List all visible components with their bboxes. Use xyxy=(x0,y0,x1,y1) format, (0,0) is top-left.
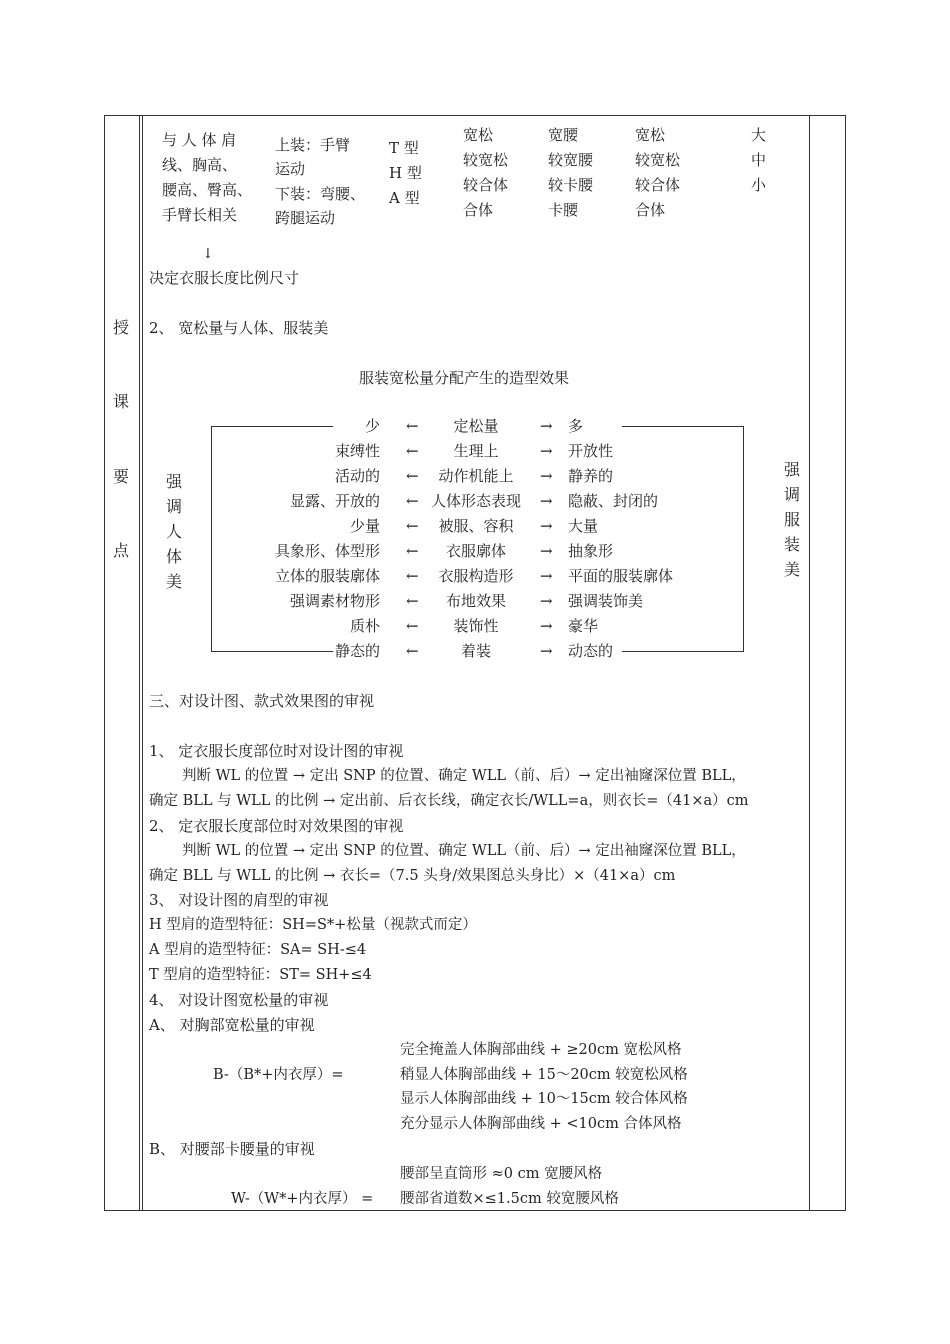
section3-title: 三、对设计图、款式效果图的审视 xyxy=(149,692,375,710)
table-left-border xyxy=(104,115,105,1211)
top-col7-line: 小 xyxy=(751,176,767,194)
top-col7-line: 中 xyxy=(751,151,767,169)
diagram-left-term: 具象形、体型形 xyxy=(274,542,380,560)
p3-t-shape: T 型肩的造型特征：ST= SH+≤4 xyxy=(149,967,372,983)
top-col6-line: 宽松 xyxy=(635,126,666,144)
top-col7-line: 大 xyxy=(751,126,767,144)
top-col4-line: 较宽松 xyxy=(463,151,509,169)
diagram-right-line xyxy=(743,426,744,652)
top-col4-line: 较合体 xyxy=(463,176,509,194)
left-label-char-3: 要 xyxy=(113,467,130,486)
diagram-right-term: 抽象形 xyxy=(568,542,614,560)
left-arrow-icon: ← xyxy=(406,567,419,585)
diagram-center-term: 着装 xyxy=(460,642,491,660)
left-side-char: 体 xyxy=(166,547,183,566)
top-col6-line: 较宽松 xyxy=(635,151,681,169)
top-col2-line: 上装：手臂 xyxy=(275,136,351,154)
pB-item: 腰部省道数×≤1.5cm 较宽腰风格 xyxy=(400,1191,619,1207)
down-arrow-icon: ↓ xyxy=(202,246,214,262)
table-divider-left xyxy=(139,115,140,1211)
right-arrow-icon: → xyxy=(540,542,553,560)
diagram-right-term: 隐蔽、封闭的 xyxy=(568,492,659,510)
table-divider-left-inner xyxy=(142,115,143,1211)
diagram-center-term: 衣服构造形 xyxy=(438,567,514,585)
diagram-center-term: 生理上 xyxy=(453,442,499,460)
diagram-center-term: 装饰性 xyxy=(453,617,499,635)
left-label-char-1: 授 xyxy=(113,318,130,337)
top-col5-line: 卡腰 xyxy=(548,201,579,219)
p1-line2: 确定 BLL 与 WLL 的比例 → 定出前、后衣长线，确定衣长/WLL=a，则衣长=（41×a）cm xyxy=(149,793,749,809)
right-arrow-icon: → xyxy=(540,442,553,460)
top-col6-line: 较合体 xyxy=(635,176,681,194)
diagram-top-right-line xyxy=(622,426,744,427)
right-arrow-icon: → xyxy=(540,467,553,485)
top-col3-line: A 型 xyxy=(389,189,420,207)
left-arrow-icon: ← xyxy=(406,617,419,635)
diagram-center-term: 定松量 xyxy=(453,417,499,435)
diagram-left-term: 少量 xyxy=(349,517,380,535)
top-col2-line: 运动 xyxy=(275,160,306,178)
right-arrow-icon: → xyxy=(540,417,553,435)
right-arrow-icon: → xyxy=(540,642,553,660)
diagram-right-term: 豪华 xyxy=(568,617,599,635)
left-arrow-icon: ← xyxy=(406,467,419,485)
left-side-char: 美 xyxy=(166,572,183,591)
p1-title: 1、 定衣服长度部位时对设计图的审视 xyxy=(149,742,404,760)
diagram-center-term: 布地效果 xyxy=(445,592,506,610)
top-col3-line: H 型 xyxy=(389,164,422,182)
diagram-left-term: 少 xyxy=(364,417,380,435)
diagram-left-term: 立体的服装廓体 xyxy=(274,567,380,585)
left-arrow-icon: ← xyxy=(406,642,419,660)
diagram-right-term: 动态的 xyxy=(568,642,614,660)
diagram-left-term: 静态的 xyxy=(334,642,380,660)
diagram-left-term: 束缚性 xyxy=(334,442,380,460)
diagram-right-term: 强调装饰美 xyxy=(568,592,644,610)
left-side-char: 人 xyxy=(166,522,183,541)
left-arrow-icon: ← xyxy=(406,517,419,535)
diagram-left-line xyxy=(211,426,212,652)
top-col1-line: 线、胸高、 xyxy=(162,156,238,174)
left-arrow-icon: ← xyxy=(406,442,419,460)
left-label-char-4: 点 xyxy=(113,541,130,560)
right-side-char: 服 xyxy=(784,510,801,529)
section2-title: 2、 宽松量与人体、服装美 xyxy=(149,319,329,337)
diagram-title: 服装宽松量分配产生的造型效果 xyxy=(359,369,570,387)
diagram-center-term: 动作机能上 xyxy=(438,467,514,485)
pA-formula: B-（B*+内衣厚）= xyxy=(213,1067,344,1083)
diagram-right-term: 静养的 xyxy=(568,467,614,485)
left-label-char-2: 课 xyxy=(113,392,130,411)
top-col5-line: 较卡腰 xyxy=(548,176,594,194)
pA-item: 稍显人体胸部曲线 + 15～20cm 较宽松风格 xyxy=(400,1067,688,1083)
p3-h-shape: H 型肩的造型特征：SH=S*+松量（视款式而定） xyxy=(149,917,477,933)
top-col4-line: 合体 xyxy=(463,201,494,219)
p2-title: 2、 定衣服长度部位时对效果图的审视 xyxy=(149,817,404,835)
diagram-center-term: 被服、容积 xyxy=(438,517,514,535)
p4-title: 4、 对设计图宽松量的审视 xyxy=(149,991,329,1009)
left-side-char: 调 xyxy=(166,497,183,516)
right-arrow-icon: → xyxy=(540,567,553,585)
diagram-left-term: 质朴 xyxy=(349,617,380,635)
diagram-center-term: 衣服廓体 xyxy=(445,542,506,560)
pB-item: 腰部呈直筒形 ≈0 cm 宽腰风格 xyxy=(400,1166,603,1182)
pA-item: 显示人体胸部曲线 + 10～15cm 较合体风格 xyxy=(400,1091,688,1107)
table-top-border xyxy=(104,115,846,116)
top-col3-line: T 型 xyxy=(389,139,419,157)
right-arrow-icon: → xyxy=(540,592,553,610)
left-arrow-icon: ← xyxy=(406,492,419,510)
diagram-right-term: 平面的服装廓体 xyxy=(568,567,674,585)
top-col5-line: 宽腰 xyxy=(548,126,579,144)
pA-item: 充分显示人体胸部曲线 + <10cm 合体风格 xyxy=(400,1116,682,1132)
table-bottom-border xyxy=(104,1210,846,1211)
diagram-left-term: 活动的 xyxy=(334,467,380,485)
top-col2-line: 下装：弯腰、 xyxy=(275,185,366,203)
pA-item: 完全掩盖人体胸部曲线 + ≥20cm 宽松风格 xyxy=(400,1042,682,1058)
p3-a-shape: A 型肩的造型特征：SA= SH-≤4 xyxy=(149,942,367,958)
pB-title: B、 对腰部卡腰量的审视 xyxy=(149,1140,315,1158)
diagram-right-term: 大量 xyxy=(568,517,599,535)
pB-formula: W-（W*+内衣厚） = xyxy=(231,1191,374,1207)
top-col1-line: 与 人 体 肩 xyxy=(162,131,237,149)
p2-line2: 确定 BLL 与 WLL 的比例 → 衣长=（7.5 头身/效果图总头身比）×（41×a）cm xyxy=(149,868,676,884)
diagram-bottom-left-line xyxy=(211,651,333,652)
diagram-left-term: 强调素材物形 xyxy=(289,592,380,610)
table-divider-right xyxy=(809,115,810,1211)
diagram-center-term: 人体形态表现 xyxy=(430,492,521,510)
top-col2-line: 跨腿运动 xyxy=(275,209,336,227)
diagram-right-term: 开放性 xyxy=(568,442,614,460)
right-arrow-icon: → xyxy=(540,517,553,535)
pA-title: A、 对胸部宽松量的审视 xyxy=(149,1016,315,1034)
conclusion-text: 决定衣服长度比例尺寸 xyxy=(149,269,300,287)
left-arrow-icon: ← xyxy=(406,592,419,610)
diagram-bottom-right-line xyxy=(622,651,744,652)
p1-line1: 判断 WL 的位置 → 定出 SNP 的位置、确定 WLL（前、后）→ 定出袖窿深位置 BLL， xyxy=(182,768,746,784)
p2-line1: 判断 WL 的位置 → 定出 SNP 的位置、确定 WLL（前、后）→ 定出袖窿深位置 BLL， xyxy=(182,843,746,859)
table-right-border xyxy=(845,115,846,1211)
right-side-char: 强 xyxy=(784,460,801,479)
top-col1-line: 腰高、臀高、 xyxy=(162,181,253,199)
right-side-char: 装 xyxy=(784,535,801,554)
left-arrow-icon: ← xyxy=(406,417,419,435)
diagram-left-term: 显露、开放的 xyxy=(289,492,380,510)
top-col1-line: 手臂长相关 xyxy=(162,206,238,224)
diagram-right-term: 多 xyxy=(568,417,584,435)
right-side-char: 美 xyxy=(784,560,801,579)
left-arrow-icon: ← xyxy=(406,542,419,560)
top-col5-line: 较宽腰 xyxy=(548,151,594,169)
top-col6-line: 合体 xyxy=(635,201,666,219)
top-col4-line: 宽松 xyxy=(463,126,494,144)
left-side-char: 强 xyxy=(166,472,183,491)
right-arrow-icon: → xyxy=(540,617,553,635)
right-arrow-icon: → xyxy=(540,492,553,510)
right-side-char: 调 xyxy=(784,485,801,504)
p3-title: 3、 对设计图的肩型的审视 xyxy=(149,891,329,909)
diagram-top-left-line xyxy=(211,426,333,427)
